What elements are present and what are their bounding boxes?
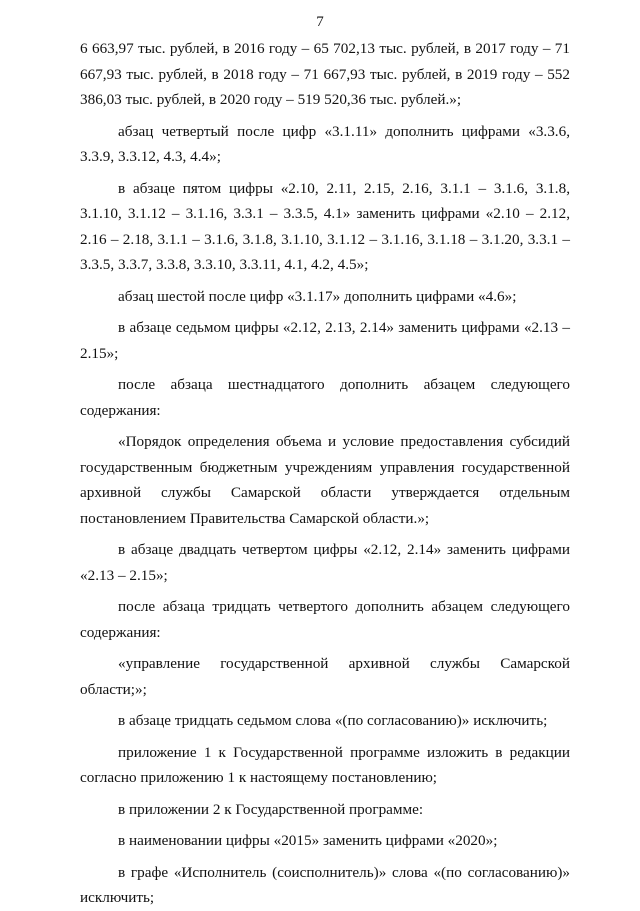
- paragraph: после абзаца шестнадцатого дополнить абзацем следующего содержания:: [80, 376, 570, 419]
- paragraph: абзац шестой после цифр «3.1.17» дополнить цифрами «4.6»;: [118, 287, 517, 305]
- paragraph: в абзаце двадцать четвертом цифры «2.12, 2.14» заменить цифрами «2.13 – 2.15»;: [80, 541, 570, 584]
- page-number: 7: [316, 14, 324, 30]
- paragraph: в приложении 2 к Государственной программе:: [118, 800, 424, 818]
- paragraph: в абзаце пятом цифры «2.10, 2.11, 2.15, 2.16, 3.1.1 – 3.1.6, 3.1.8, 3.1.10, 3.1.12 – 3.1.16, 3.3.1 – 3.3.5, 4.1» заменить цифрами «2.10 – 2.12, 2.16 – 2.18, 3.1.1 – 3.1.6, 3.1.8, 3.1.10, 3.1.12 – 3.1.16, 3.1.18 – 3.1.20, 3.3.1 – 3.3.5, 3.3.7, 3.3.8, 3.3.10, 3.3.11, 4.1, 4.2, 4.5»;: [80, 179, 570, 273]
- paragraph: приложение 1 к Государственной программе изложить в редакции согласно приложению 1 к настоящему постановлению;: [80, 743, 570, 786]
- quoted-paragraph: «Порядок определения объема и условие предоставления субсидий государственным бюджетным учреждениям управления государственной архивной службы Самарской области утверждается отдельным постановлением Правительства Самарской области.»;: [80, 433, 570, 527]
- paragraph: в абзаце тридцать седьмом слова «(по согласованию)» исключить;: [118, 712, 548, 729]
- paragraph: в графе «Исполнитель (соисполнитель)» слова «(по согласованию)» исключить;: [80, 863, 570, 906]
- quoted-paragraph: «управление государственной архивной службы Самарской области;»;: [80, 655, 570, 698]
- document-body: [80, 36, 570, 911]
- paragraph: после абзаца тридцать четвертого дополнить абзацем следующего содержания:: [80, 598, 570, 641]
- paragraph: абзац четвертый после цифр «3.1.11» дополнить цифрами «3.3.6, 3.3.9, 3.3.12, 4.3, 4.4»;: [80, 122, 570, 165]
- paragraph: в наименовании цифры «2015» заменить цифрами «2020»;: [118, 832, 498, 849]
- paragraph: в абзаце седьмом цифры «2.12, 2.13, 2.14» заменить цифрами «2.13 – 2.15»;: [80, 319, 570, 362]
- paragraph-continuation: 6 663,97 тыс. рублей, в 2016 году – 65 702,13 тыс. рублей, в 2017 году – 71 667,93 тыс. рублей, в 2018 году – 71 667,93 тыс. рублей, в 2019 году – 552 386,03 тыс. рублей, в 2020 году – 519 520,36 тыс. рублей.»;: [80, 40, 570, 108]
